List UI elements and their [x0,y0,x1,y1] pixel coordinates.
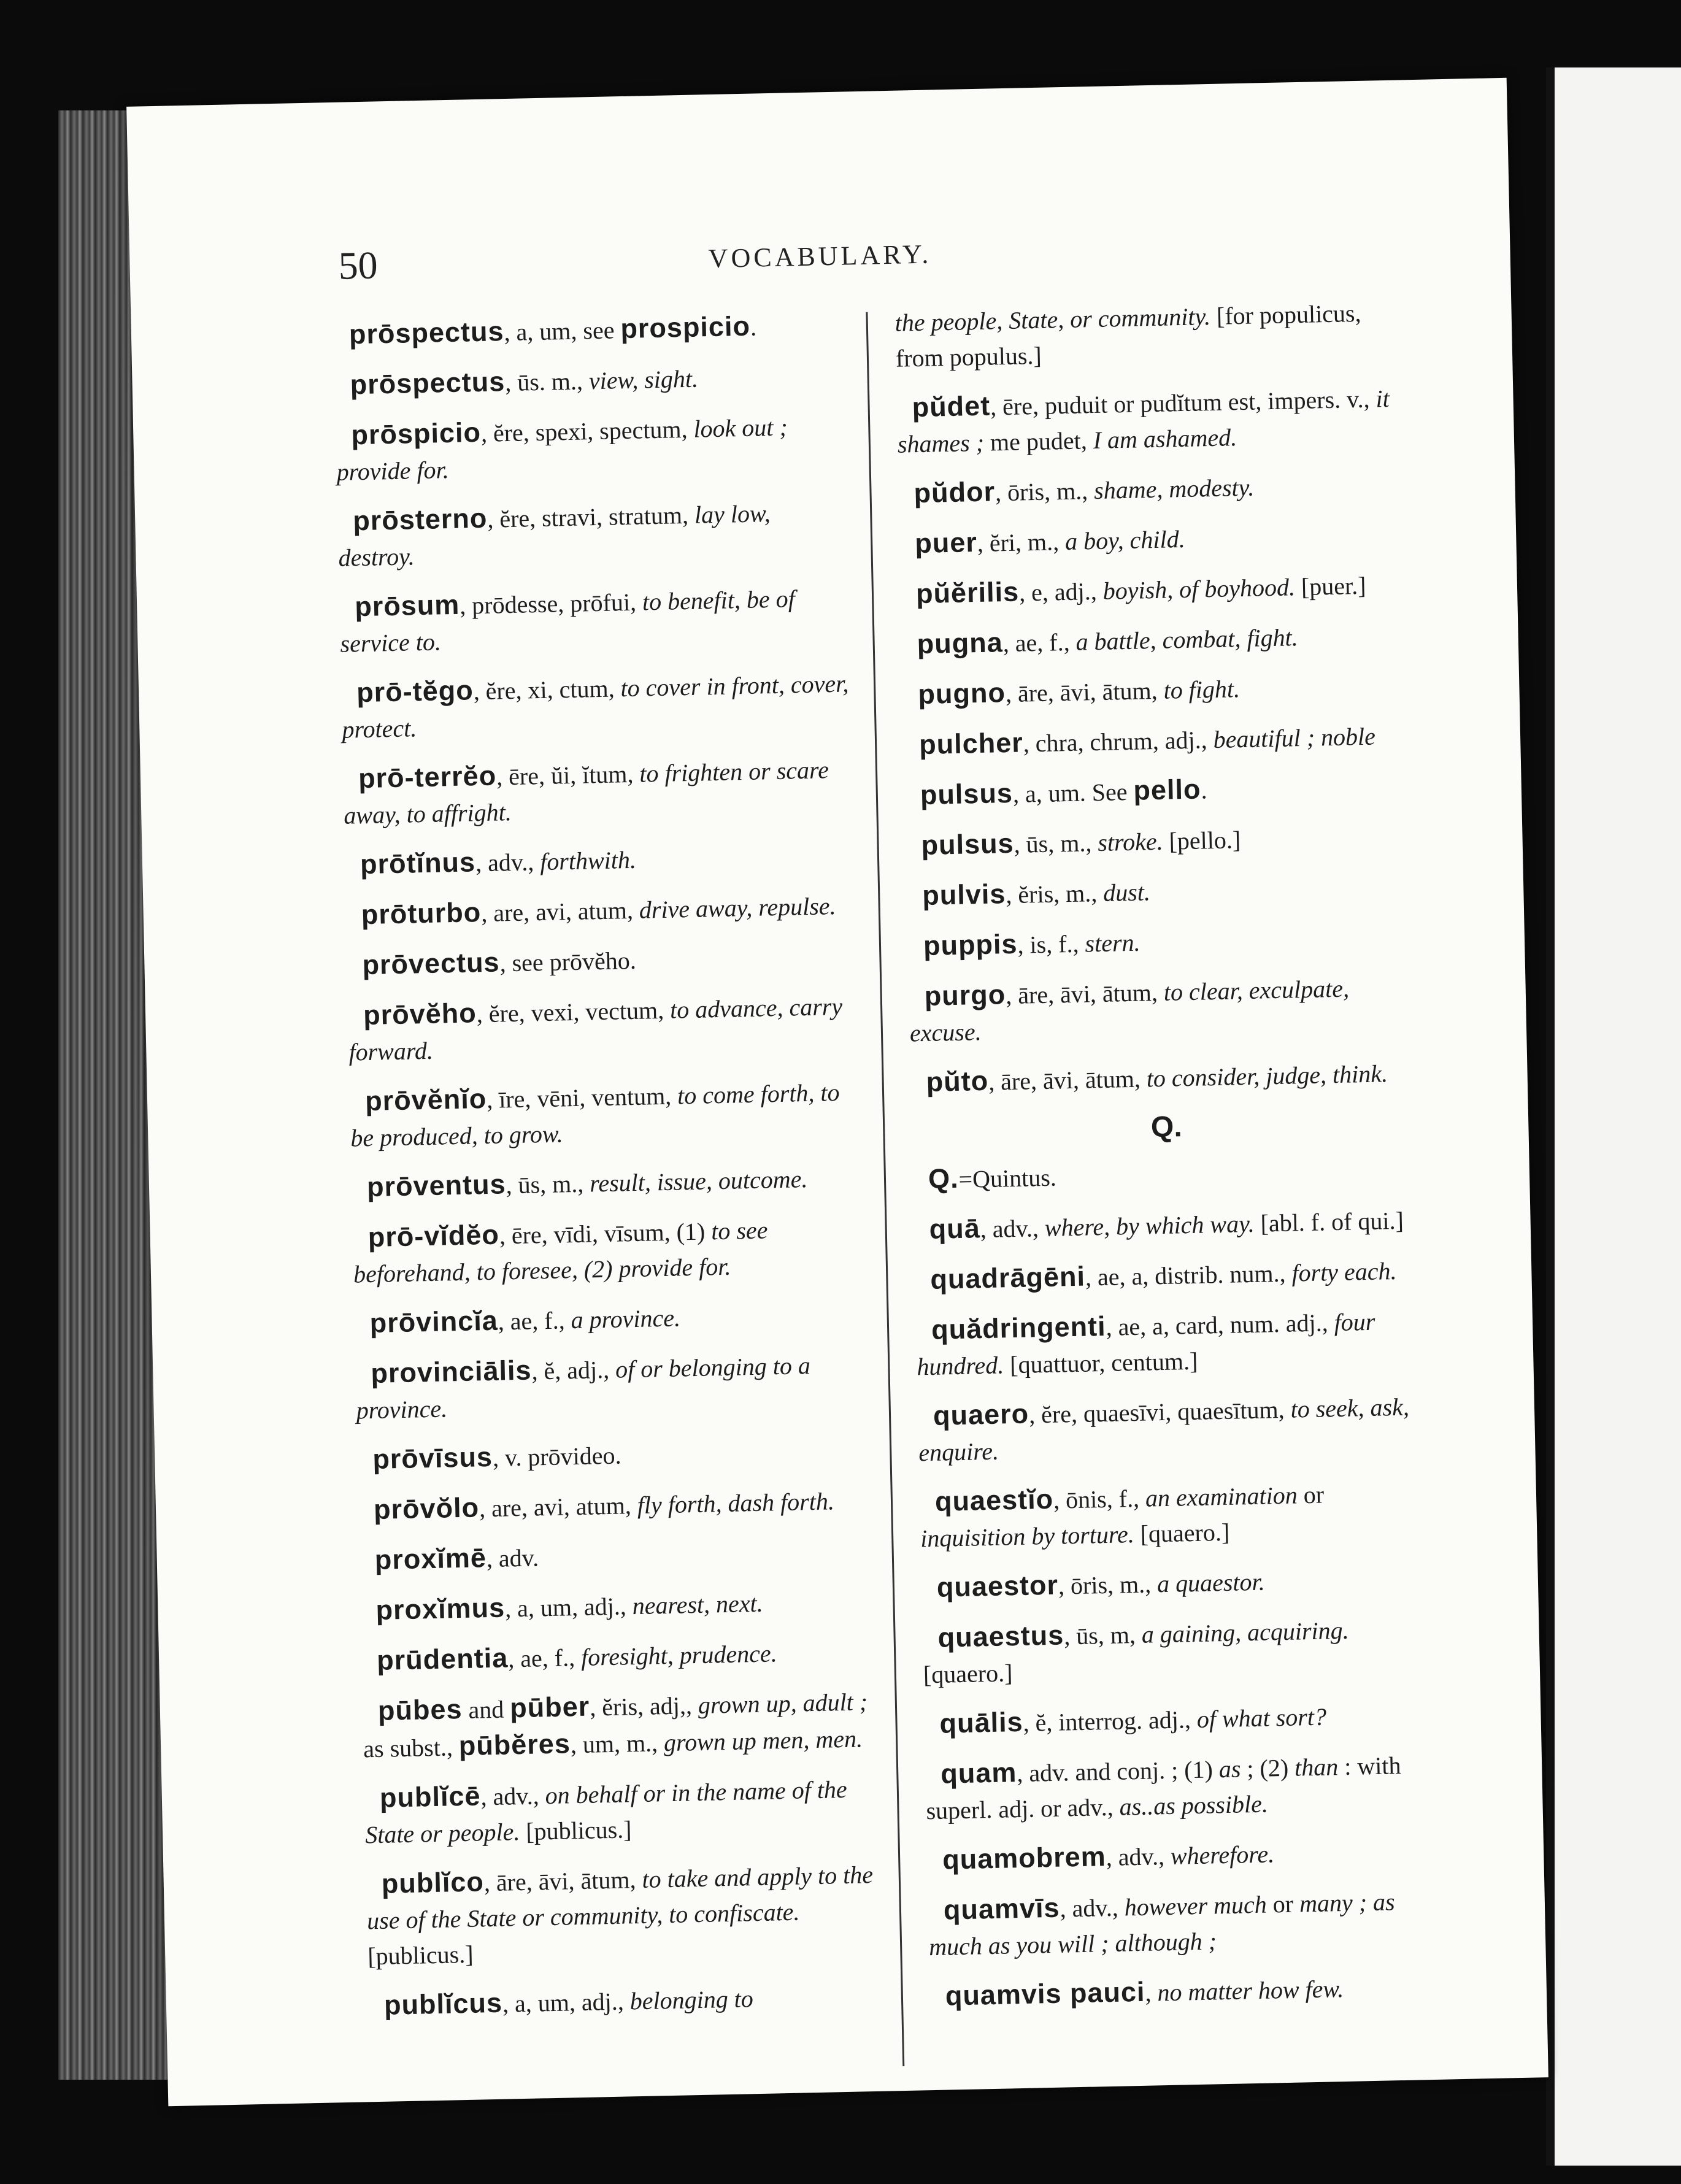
entry-text: , prōdesse, prōfui, [459,588,643,620]
entry-text: [quaero.] [1134,1518,1230,1548]
entry-text: , adv. and conj. ; (1) [1016,1755,1220,1788]
entry-headword: quaero [933,1398,1029,1431]
dictionary-entry [351,1159,861,1206]
entry-headword: pulsus [920,777,1014,811]
entry-headword: quam [940,1756,1017,1790]
entry-gloss: to seek, ask, enquire. [918,1393,1410,1467]
entry-headword: quadrāgēni [929,1260,1086,1295]
entry-gloss: to consider, judge, think. [1146,1059,1388,1093]
entry-gloss: a quaestor. [1156,1567,1266,1598]
dictionary-entry [357,1431,867,1478]
entry-headword: pūbĕres [458,1728,571,1762]
entry-headword: prōvectus [361,946,501,981]
dictionary-entry [909,968,1419,1051]
entry-gloss: a battle, combat, fight. [1075,623,1299,656]
dictionary-entry [333,307,843,354]
entry-gloss: to advance, carry forward. [348,992,843,1066]
entry-text: , adv., [1060,1893,1125,1923]
entry-gloss: to benefit, be of service to. [340,585,796,658]
entry-text: , ae, f., [1002,628,1077,658]
entry-text: , ĕre, quaesīvi, quaesītum, [1028,1395,1291,1429]
entry-headword: puppis [923,928,1018,962]
entry-headword: prōvincĭa [369,1304,499,1339]
entry-headword: pugna [917,626,1004,660]
dictionary-entry [925,1746,1436,1829]
dictionary-entry [907,918,1417,965]
entry-gloss: where, by which way. [1044,1209,1255,1242]
entry-text: , ĕre, xi, ctum, [473,674,621,706]
entry-headword: pŭdet [912,390,991,423]
dictionary-entry [362,1683,872,1767]
entry-text: , um, m., [570,1729,664,1759]
entry-gloss: the people, State, or community. [894,302,1211,337]
entry-text: , v. prōvideo. [492,1441,621,1472]
dictionary-entry [924,1696,1434,1743]
entry-gloss: than [1294,1753,1339,1782]
entry-headword: prōspectus [348,315,505,350]
entry-text: [publicus.] [367,1940,474,1971]
entry-gloss: a gaining, acquiring. [1141,1616,1350,1648]
entry-headword: pŭdor [914,475,996,509]
dictionary-entry [359,1532,869,1579]
section-letter: Q. [1150,1110,1183,1144]
dictionary-entry [345,886,855,934]
entry-gloss: I am ashamed. [1093,423,1237,455]
entry-text: , ĕre, vexi, vectum, [476,996,671,1028]
entry-gloss: look out ; provide for. [336,413,788,486]
dictionary-entry [896,379,1407,462]
dictionary-entry [350,1073,860,1156]
entry-headword: quamvis pauci [945,1975,1145,2012]
entry-headword: quaestĭo [934,1483,1054,1517]
entry-text: or [1297,1480,1325,1509]
entry-headword: prō-vĭdĕo [367,1218,500,1253]
entry-headword: quaestus [937,1619,1064,1653]
entry-gloss: to clear, exculpate, excuse. [909,974,1350,1047]
entry-headword: prōvŏlo [373,1491,480,1525]
entry-text: , ūs. m., [504,367,590,397]
entry-text: , ĕris, m., [1005,879,1104,909]
dictionary-entry [904,717,1414,764]
dictionary-entry [928,1882,1438,1965]
dictionary-entry [900,566,1410,613]
entry-text: , chra, chrum, adj., [1023,726,1214,758]
entry-text: , [1144,1978,1158,2007]
entry-gloss: grown up men, men. [663,1725,863,1757]
entry-headword: pulsus [921,827,1015,861]
entry-text: , a, um, adj., [502,1987,631,2018]
entry-headword: prōvĕnĭo [364,1082,487,1117]
entry-text: , are, avi, atum, [480,896,640,928]
entry-gloss: an examination [1145,1481,1298,1512]
entry-headword: quădringenti [931,1310,1107,1345]
entry-text: , ĕ, interrog. adj., [1023,1705,1198,1737]
dictionary-entry [917,1388,1428,1471]
entry-gloss: stroke. [1097,827,1164,857]
entry-headword: prōsterno [352,502,488,537]
entry-gloss: view, sight. [588,364,699,395]
entry-headword: prōtĭnus [360,846,476,880]
entry-gloss: to frighten or scare away, to affright. [343,756,829,829]
dictionary-entry [907,867,1417,915]
dictionary-entry [341,664,852,747]
entry-headword: puer [914,526,978,559]
entry-headword: Q. [928,1162,960,1194]
entry-text: , ĕris, adj,, [589,1691,699,1721]
entry-text: , e, adj., [1018,577,1104,607]
entry-text: , ae, a, card, num. adj., [1106,1309,1335,1341]
entry-headword: pello [1133,773,1201,806]
entry-headword: prospicio [620,310,751,345]
dictionary-entry [914,1201,1423,1248]
entry-headword: prōturbo [361,896,482,931]
entry-text: , adv. [486,1544,539,1573]
entry-text: , a, um. See [1012,777,1134,808]
entry-text: , ūs, m., [1014,829,1098,858]
entry-gloss: dust. [1102,878,1151,907]
dictionary-entry [334,357,844,404]
entry-headword: pŭĕrilis [915,575,1020,610]
entry-text: ; (2) [1240,1753,1295,1783]
dictionary-entry [358,1482,867,1529]
entry-gloss: as..as possible. [1119,1790,1269,1821]
dictionary-entry [344,836,854,883]
dictionary-entry [354,1295,864,1342]
entry-text: , is, f., [1017,929,1085,959]
entry-text: , ae, a, distrib. num., [1085,1259,1292,1291]
dictionary-entry [899,515,1409,563]
entry-text: , āre, āvi, ātum, [1005,978,1164,1010]
entry-gloss: of or belonging to a province. [356,1352,811,1425]
entry-headword: quamvīs [943,1891,1061,1926]
entry-headword: proxĭmus [375,1591,506,1626]
entry-gloss: forty each. [1291,1256,1397,1287]
entry-gloss: belonging to [629,1985,754,2015]
entry-text: . [1201,776,1207,804]
entry-text: [pello.] [1163,826,1241,855]
entry-gloss: boyish, of boyhood. [1102,573,1296,605]
entry-gloss: wherefore. [1170,1840,1275,1870]
entry-gloss: a province. [571,1304,681,1334]
entry-text: , ae, f., [498,1306,572,1336]
q-section-entries [912,1151,1439,2015]
dictionary-entry [337,493,848,575]
dictionary-entry [898,465,1408,512]
entry-headword: quamobrem [942,1840,1107,1875]
entry-gloss: it shames ; [897,384,1390,458]
entry-text: , ēre, puduit or pudĭtum est, impers. v., [990,385,1376,421]
entry-text: : with superl. adj. or adv., [926,1751,1401,1825]
entry-gloss: drive away, repulse. [639,891,836,924]
dictionary-entry [912,1151,1422,1198]
entry-text: [publicus.] [519,1815,632,1846]
entry-headword: publĭcē [379,1780,481,1813]
entry-text: , ĕre, stravi, stratum, [487,501,695,533]
entry-gloss: shame, modesty. [1093,473,1255,505]
entry-text: , ūs, m, [1063,1620,1142,1650]
dictionary-entry [927,1832,1437,1879]
entry-text: , a, um, see [504,316,621,347]
entry-text: , ĕ, adj., [531,1355,616,1385]
entry-text: , adv., [1106,1842,1171,1872]
dictionary-entry [361,1632,871,1680]
entry-headword: pūber [509,1690,590,1724]
entry-gloss: lay low, destroy. [338,499,771,572]
entry-gloss: many ; as much as you will ; although ; [928,1888,1396,1961]
entry-text: , ĕre, spexi, spectum, [480,415,694,447]
dictionary-entry [339,579,850,661]
entry-text: [quaero.] [923,1659,1013,1689]
entry-text: , see prōvĕho. [499,946,637,977]
entry-gloss: no matter how few. [1156,1975,1344,2007]
dictionary-entry [360,1582,870,1629]
entry-gloss: four hundred. [916,1307,1375,1381]
entry-gloss: to cover in front, cover, protect. [341,669,849,744]
page-header [129,219,1510,303]
dictionary-entry [348,987,858,1070]
entry-headword: prōvīsus [372,1440,493,1475]
entry-gloss: however much [1124,1890,1267,1921]
entry-gloss: grown up, adult ; [698,1688,868,1719]
entry-text: =Quintus. [958,1163,1057,1193]
entry-text: [quattuor, centum.] [1003,1347,1198,1379]
entry-gloss: to fight. [1163,675,1241,704]
entry-gloss: on behalf or in the name of the State or people. [364,1775,848,1849]
entry-text: , īre, vēni, ventum, [486,1082,678,1113]
entry-headword: pulcher [918,726,1024,761]
entry-gloss: fly forth, dash forth. [637,1487,835,1519]
dictionary-entry [355,1345,866,1428]
entry-text: or [1266,1890,1300,1918]
entry-headword: prōspicio [350,416,482,451]
entry-text: , ae, f., [507,1643,582,1673]
entry-headword: proxĭmē [374,1542,487,1575]
entry-gloss: to take and apply to the use of the State or community, to confiscate. [366,1861,874,1935]
entry-text: [abl. f. of qui.] [1254,1206,1404,1237]
dictionary-entry [352,1209,863,1292]
entry-text: , ēre, ŭi, ĭtum, [496,759,640,791]
entry-text: [puer.] [1294,571,1366,601]
entry-text: me pudet, [983,426,1094,456]
entry-gloss: foresight, prudence. [580,1639,778,1671]
dictionary-entry [921,1559,1431,1607]
book-page [126,78,1548,2106]
entry-gloss: inquisition by torture. [920,1520,1135,1553]
dictionary-entry [906,817,1415,864]
entry-text: , a, um, adj., [504,1592,633,1623]
entry-headword: prōvĕho [363,997,477,1031]
entry-text: , adv., [475,848,540,877]
entry-text: , ōris, m., [994,477,1094,507]
entry-headword: pugno [917,677,1006,710]
entry-headword: pulvis [921,878,1006,912]
entry-headword: quālis [939,1705,1024,1739]
entry-text: , ēre, vīdi, vīsum, (1) [499,1217,712,1250]
entry-headword: pūbes [377,1693,463,1726]
page-number: 50 [337,243,379,288]
entry-headword: prōventus [366,1168,507,1203]
entry-headword: prō-tĕgo [356,674,474,709]
entry-gloss: to come forth, to be produced, to grow. [350,1078,840,1152]
dictionary-entry [364,1770,874,1853]
entry-text: , adv., [980,1213,1045,1244]
entry-gloss: forthwith. [539,845,637,876]
dictionary-entry [916,1302,1426,1385]
entry-text: , are, avi, atum, [479,1491,638,1523]
entry-gloss: nearest, next. [632,1589,764,1620]
entry-headword: purgo [924,979,1006,1012]
entry-gloss: to see beforehand, to foresee, (2) provide for. [353,1216,768,1288]
entry-headword: pŭto [926,1064,989,1098]
dictionary-entry [366,1856,877,1974]
entry-headword: publĭcus [383,1986,503,2021]
continued-entry [894,294,1405,376]
dictionary-entry [902,666,1412,713]
entry-text: , ōris, m., [1058,1570,1158,1600]
entry-text: , āre, āvi, ātum, [988,1064,1147,1096]
entry-text: , ĕri, m., [977,528,1066,558]
entry-text: , adv., [480,1782,546,1811]
entry-headword: quā [929,1212,981,1245]
entry-text: and [462,1695,510,1725]
right-column-entries [896,379,1420,1101]
dictionary-entry [368,1977,878,2024]
dictionary-entry [343,750,853,833]
dictionary-entry [919,1474,1429,1556]
entry-text: [for populicus, from populus.] [895,299,1361,372]
entry-headword: prōspectus [350,366,506,401]
dictionary-entry [904,767,1414,814]
right-column [894,294,1440,2029]
entry-gloss: as [1218,1755,1241,1783]
dictionary-entry [929,1968,1439,2015]
entry-headword: prō-terrĕo [358,759,497,794]
entry-headword: quaestor [936,1569,1059,1603]
entry-text: as subst., [363,1733,460,1763]
left-column [333,307,879,2039]
dictionary-entry [922,1610,1433,1693]
entry-text: , āre, āvi, ātum, [483,1865,642,1897]
entry-text: , ōnis, f., [1053,1484,1146,1514]
entry-headword: prōsum [354,588,460,623]
entry-text: . [750,313,757,341]
dictionary-entry [910,1054,1420,1101]
entry-gloss: stern. [1085,928,1141,958]
entry-headword: prūdentia [376,1642,509,1676]
entry-gloss: beautiful ; noble [1213,722,1376,754]
dictionary-entry [901,616,1411,663]
dictionary-entry [336,407,846,490]
facing-page-edge [1546,67,1681,2166]
dictionary-entry [347,937,856,984]
running-head: VOCABULARY. [708,239,932,274]
entry-headword: provinciālis [370,1354,533,1390]
entry-gloss: result, issue, outcome. [589,1165,808,1198]
entry-gloss: of what sort? [1196,1702,1327,1733]
entry-headword: publĭco [381,1866,485,1899]
dictionary-entry [915,1252,1425,1299]
entry-text: , āre, āvi, ātum, [1005,676,1164,708]
entry-gloss: a boy, child. [1064,525,1186,556]
entry-text: , ūs, m., [506,1169,590,1199]
